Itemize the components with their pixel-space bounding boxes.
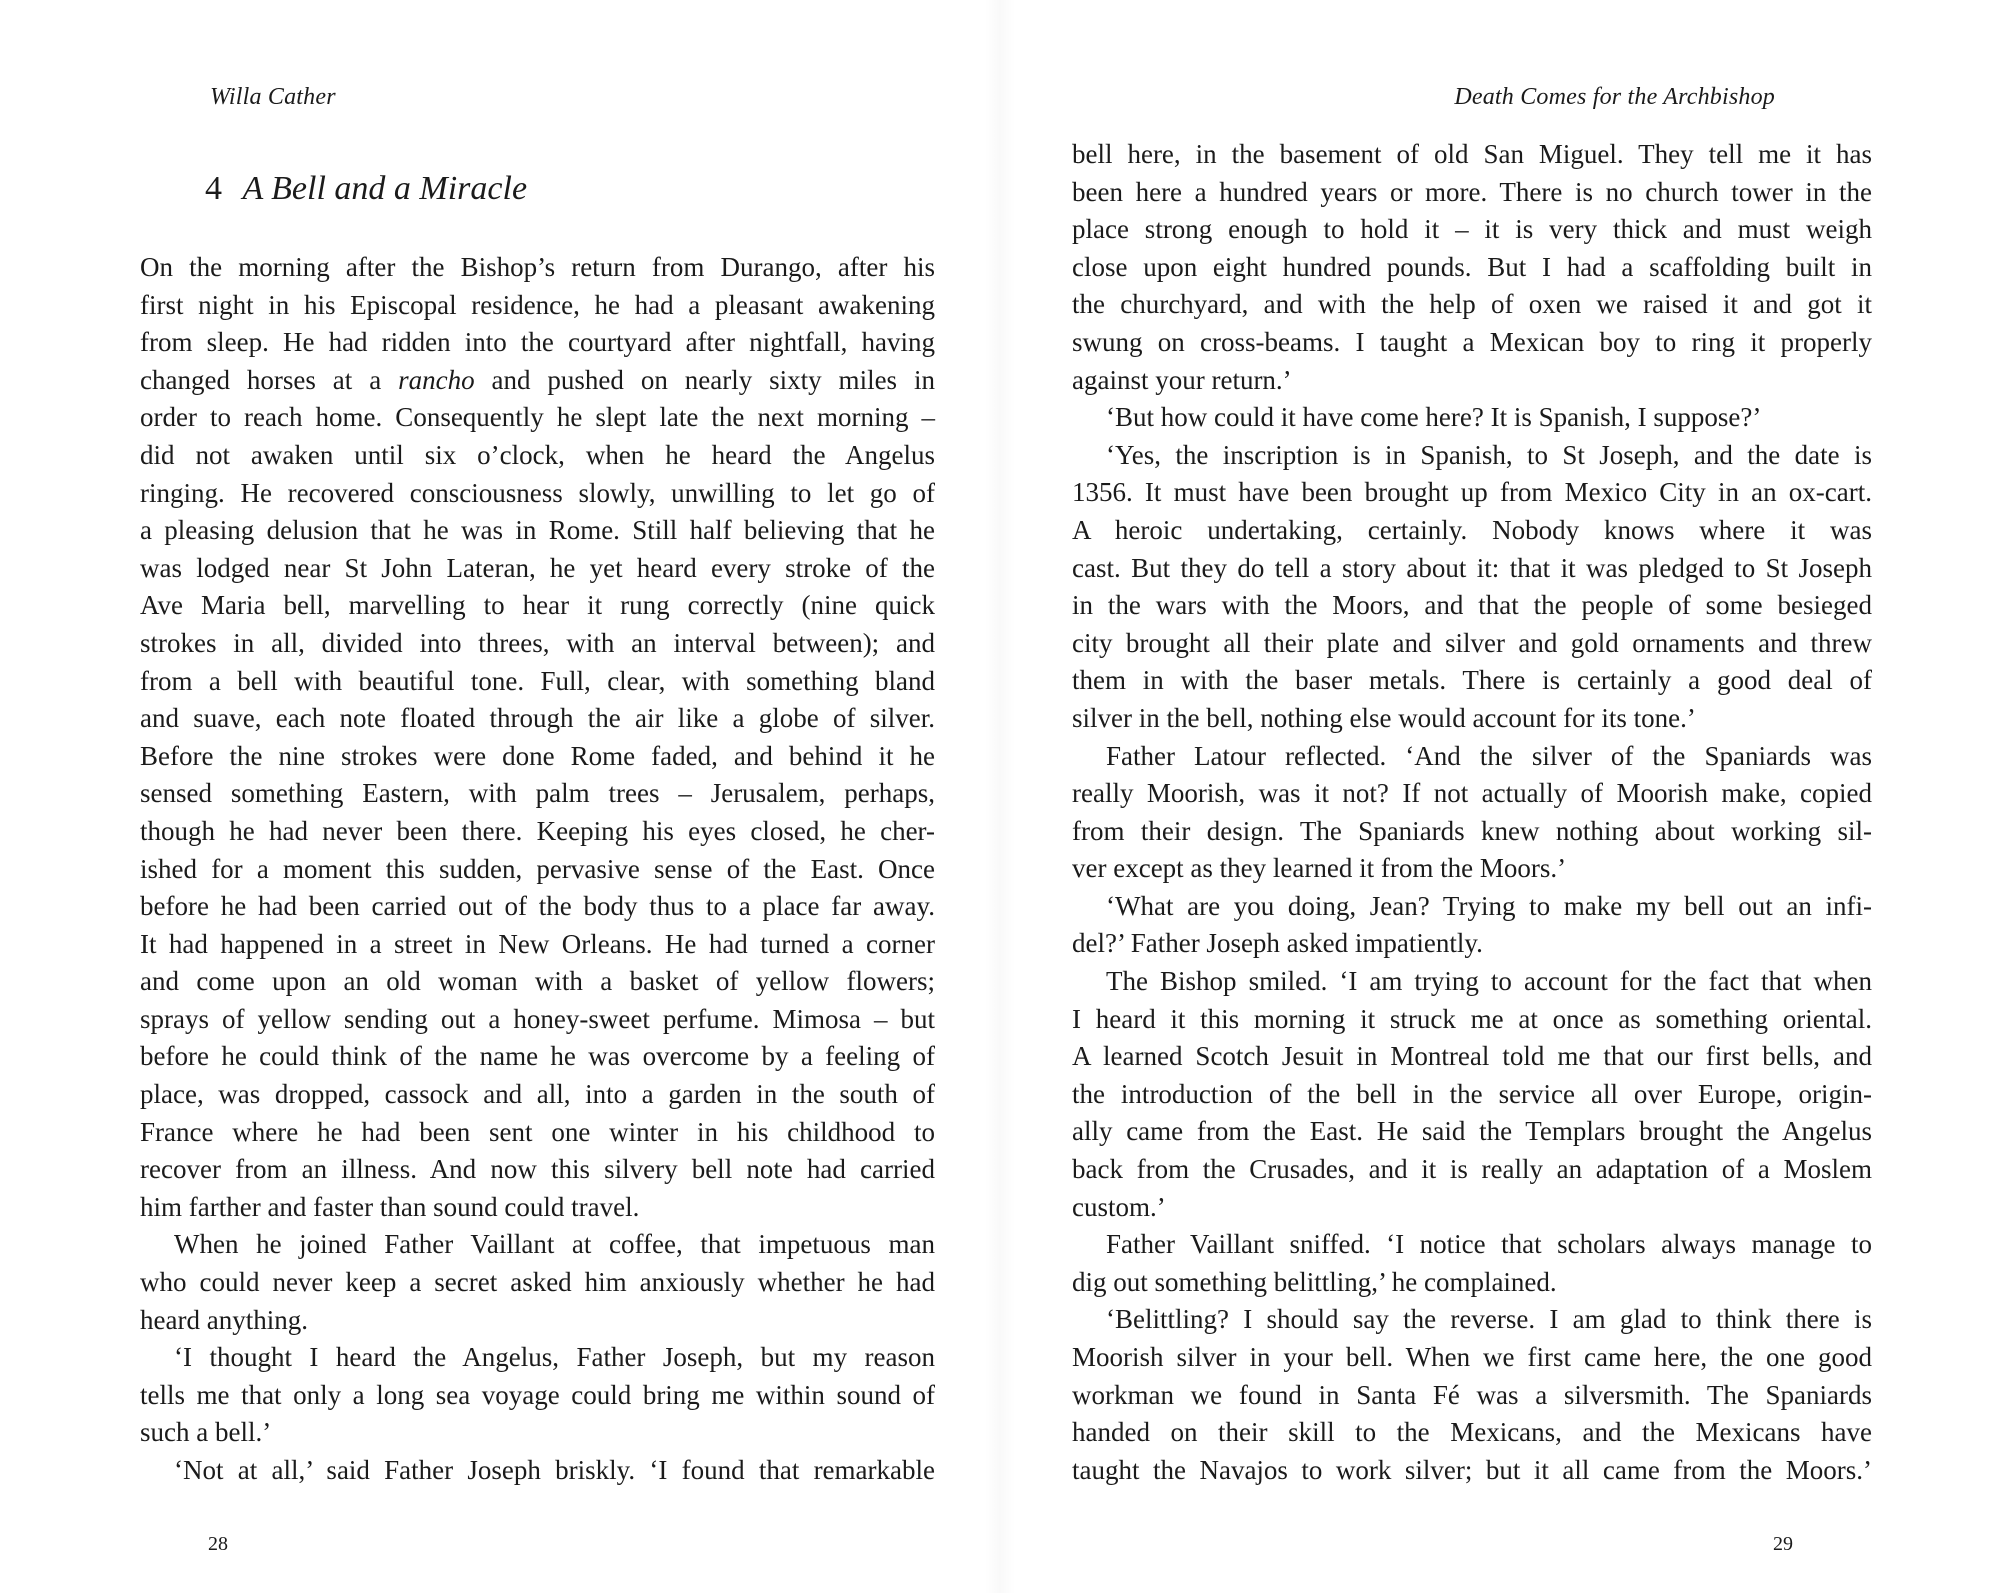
text-line: place, was dropped, cassock and all, into a garden in the south of xyxy=(140,1079,935,1110)
text-line: The Bishop smiled. ‘I am trying to account for the fact that when xyxy=(1106,966,1872,997)
chapter-title xyxy=(205,170,527,208)
text-line: changed horses at a rancho and pushed on nearly sixty miles in xyxy=(140,364,935,395)
text-line: him farther and faster than sound could travel. xyxy=(140,1191,640,1222)
text-line: back from the Crusades, and it is really an adaptation of a Moslem xyxy=(1072,1154,1872,1185)
text-line: del?’ Father Joseph asked impatiently. xyxy=(1072,928,1483,959)
text-line: Ave Maria bell, marvelling to hear it rung correctly (nine quick xyxy=(140,590,935,621)
text-line: close upon eight hundred pounds. But I had a scaffolding built in xyxy=(1072,251,1872,282)
text-line: from sleep. He had ridden into the courtyard after nightfall, having xyxy=(140,327,935,358)
text-line: ver except as they learned it from the Moors.’ xyxy=(1072,853,1567,884)
text-line: swung on cross-beams. I taught a Mexican boy to ring it properly xyxy=(1072,326,1872,357)
text-line: ‘What are you doing, Jean? Trying to make my bell out an infi- xyxy=(1106,890,1872,921)
text-line: It had happened in a street in New Orleans. He had turned a corner xyxy=(140,928,935,959)
text-line: before he could think of the name he was overcome by a feeling of xyxy=(140,1041,935,1072)
running-head-title: Death Comes for the Archbishop xyxy=(1454,84,1775,110)
text-line: and suave, each note floated through the air like a globe of silver. xyxy=(140,703,935,734)
text-line: did not awaken until six o’clock, when he heard the Angelus xyxy=(140,439,935,470)
text-line: order to reach home. Consequently he slept late the next morning – xyxy=(140,402,935,433)
text-line: When he joined Father Vaillant at coffee, that impetuous man xyxy=(174,1229,935,1260)
chapter-number: 4 xyxy=(205,170,222,207)
text-line: Father Vaillant sniffed. ‘I notice that scholars always manage to xyxy=(1106,1229,1872,1260)
text-line: ally came from the East. He said the Templars brought the Angelus xyxy=(1072,1116,1872,1147)
text-line: strokes in all, divided into threes, with an interval between); and xyxy=(140,627,935,658)
text-line: cast. But they do tell a story about it: that it was pledged to St Joseph xyxy=(1072,552,1872,583)
text-line: against your return.’ xyxy=(1072,364,1292,395)
text-line: bell here, in the basement of old San Miguel. They tell me it has xyxy=(1072,139,1872,169)
text-line: dig out something belittling,’ he complained. xyxy=(1072,1266,1557,1297)
text-line: silver in the bell, nothing else would account for its tone.’ xyxy=(1072,702,1696,733)
text-line: city brought all their plate and silver and gold ornaments and threw xyxy=(1072,627,1872,658)
running-head-author: Willa Cather xyxy=(210,84,336,110)
text-line: such a bell.’ xyxy=(140,1417,272,1448)
text-line: On the morning after the Bishop’s return from Durango, after his xyxy=(140,252,935,282)
italic-word: rancho xyxy=(398,364,475,395)
text-line: though he had never been there. Keeping his eyes closed, he cher- xyxy=(140,815,935,846)
text-line: recover from an illness. And now this silvery bell note had carried xyxy=(140,1154,935,1185)
text-line: a pleasing delusion that he was in Rome. Still half believing that he xyxy=(140,515,935,546)
text-line: sprays of yellow sending out a honey-sweet perfume. Mimosa – but xyxy=(140,1003,935,1034)
text-line: custom.’ xyxy=(1072,1191,1166,1222)
text-line: workman we found in Santa Fé was a silversmith. The Spaniards xyxy=(1072,1379,1872,1410)
text-line: tells me that only a long sea voyage could bring me within sound of xyxy=(140,1379,935,1410)
text-line: taught the Navajos to work silver; but it all came from the Moors.’ xyxy=(1072,1454,1872,1485)
page-number-right: 29 xyxy=(1773,1533,1793,1555)
left-body-text xyxy=(140,249,935,1490)
text-line: heard anything. xyxy=(140,1304,308,1335)
text-line: from their design. The Spaniards knew nothing about working sil- xyxy=(1072,815,1872,846)
text-line: them in with the baser metals. There is certainly a good deal of xyxy=(1072,665,1872,696)
text-line: before he had been carried out of the body thus to a place far away. xyxy=(140,891,935,922)
text-line: A heroic undertaking, certainly. Nobody knows where it was xyxy=(1072,514,1872,545)
text-line: ished for a moment this sudden, pervasive sense of the East. Once xyxy=(140,853,935,884)
page-number-left: 28 xyxy=(208,1533,228,1555)
text-line: ‘But how could it have come here? It is Spanish, I suppose?’ xyxy=(1106,402,1762,433)
text-line: was lodged near St John Lateran, he yet heard every stroke of the xyxy=(140,552,935,583)
text-line: place strong enough to hold it – it is very thick and must weigh xyxy=(1072,214,1872,245)
text-line: who could never keep a secret asked him anxiously whether he had xyxy=(140,1267,935,1298)
chapter-name: A Bell and a Miracle xyxy=(242,170,528,207)
text-line: from a bell with beautiful tone. Full, clear, with something bland xyxy=(140,665,935,696)
text-line: Moorish silver in your bell. When we first came here, the one good xyxy=(1072,1342,1872,1372)
text-line: first night in his Episcopal residence, he had a pleasant awakening xyxy=(140,289,935,320)
text-line: been here a hundred years or more. There is no church tower in the xyxy=(1072,176,1872,207)
text-line: ‘Yes, the inscription is in Spanish, to St Joseph, and the date is xyxy=(1106,439,1872,470)
text-line: the churchyard, and with the help of oxen we raised it and got it xyxy=(1072,289,1872,320)
text-line: 1356. It must have been brought up from Mexico City in an ox-cart. xyxy=(1072,477,1872,508)
text-line: ringing. He recovered consciousness slowly, unwilling to let go of xyxy=(140,477,935,508)
text-line: the introduction of the bell in the service all over Europe, origin- xyxy=(1072,1078,1872,1109)
text-line: ‘I thought I heard the Angelus, Father Joseph, but my reason xyxy=(174,1342,935,1373)
text-line: I heard it this morning it struck me at once as something oriental. xyxy=(1072,1003,1872,1034)
right-body-text xyxy=(1072,136,1872,1489)
text-line: Before the nine strokes were done Rome faded, and behind it he xyxy=(140,740,935,771)
right-page xyxy=(1000,0,2000,1593)
text-line: and come upon an old woman with a basket of yellow flowers; xyxy=(140,966,935,997)
text-line: France where he had been sent one winter in his childhood to xyxy=(140,1116,935,1147)
text-line: really Moorish, was it not? If not actually of Moorish make, copied xyxy=(1072,778,1872,809)
text-line: in the wars with the Moors, and that the people of some besieged xyxy=(1072,590,1872,621)
text-line: ‘Belittling? I should say the reverse. I am glad to think there is xyxy=(1106,1304,1872,1335)
text-line: Father Latour reflected. ‘And the silver of the Spaniards was xyxy=(1106,740,1872,771)
text-line: handed on their skill to the Mexicans, and the Mexicans have xyxy=(1072,1417,1872,1448)
text-line: A learned Scotch Jesuit in Montreal told me that our first bells, and xyxy=(1072,1041,1872,1072)
text-line: ‘Not at all,’ said Father Joseph briskly. ‘I found that remarkable xyxy=(174,1455,935,1485)
text-line: sensed something Eastern, with palm trees – Jerusalem, perhaps, xyxy=(140,778,935,809)
